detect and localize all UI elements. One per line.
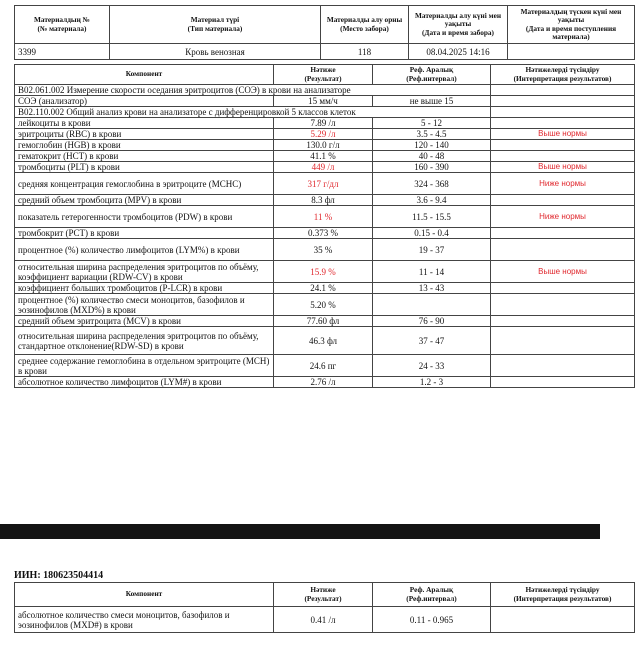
ref-interval: 40 - 48 <box>373 151 491 162</box>
result-value: 77.60 фл <box>274 316 373 327</box>
interpretation-note: Ниже нормы <box>491 173 635 195</box>
result-value: 0.373 % <box>274 228 373 239</box>
ref-interval: 3.6 - 9.4 <box>373 195 491 206</box>
interpretation-note <box>491 151 635 162</box>
result-value: 130.0 г/л <box>274 140 373 151</box>
ref-interval: 120 - 140 <box>373 140 491 151</box>
interpretation-note: Выше нормы <box>491 162 635 173</box>
ref-interval: 324 - 368 <box>373 173 491 195</box>
header-component: Компонент <box>15 583 274 607</box>
component-name: средний объем тромбоцита (MPV) в крови <box>15 195 274 206</box>
header-result: Нәтиже (Результат) <box>274 583 373 607</box>
component-name: СОЭ (анализатор) <box>15 96 274 107</box>
component-name: процентное (%) количество смеси моноцитов, базофилов и эозинофилов (MXD%) в крови <box>15 294 274 316</box>
component-name: средний объем эритроцита (MCV) в крови <box>15 316 274 327</box>
result-row <box>15 283 635 294</box>
ref-interval: 13 - 43 <box>373 283 491 294</box>
component-name: лейкоциты в крови <box>15 118 274 129</box>
interpretation-note <box>491 327 635 355</box>
header-collection-date: Материалды алу күні мен уақыты (Дата и время забора) <box>409 6 508 44</box>
patient-iin: ИИН: 180623504414 <box>14 570 104 581</box>
result-value: 0.41 /л <box>274 607 373 633</box>
interpretation-note: Выше нормы <box>491 261 635 283</box>
result-value: 317 г/дл <box>274 173 373 195</box>
collection-place: 118 <box>321 44 409 60</box>
component-name: процентное (%) количество лимфоцитов (LYM%) в крови <box>15 239 274 261</box>
interpretation-note <box>491 118 635 129</box>
result-row <box>15 195 635 206</box>
ref-interval: 160 - 390 <box>373 162 491 173</box>
ref-interval: 11.5 - 15.5 <box>373 206 491 228</box>
result-value: 24.6 пг <box>274 355 373 377</box>
result-row <box>15 607 635 633</box>
result-row <box>15 162 635 173</box>
result-row <box>15 129 635 140</box>
header-result: Нәтиже (Результат) <box>274 65 373 85</box>
results-header-row <box>15 583 635 607</box>
component-name: тромбоциты (PLT) в крови <box>15 162 274 173</box>
interpretation-note <box>491 607 635 633</box>
result-row <box>15 377 635 388</box>
result-row <box>15 118 635 129</box>
component-name: средняя концентрация гемоглобина в эритроците (MCHC) <box>15 173 274 195</box>
result-value: 5.29 /л <box>274 129 373 140</box>
result-value: 24.1 % <box>274 283 373 294</box>
result-row <box>15 239 635 261</box>
header-received-date: Материалдың түскен күні мен уақыты (Дата и время поступления материала) <box>508 6 635 44</box>
header-interpretation: Нәтижелерді түсіндіру (Интерпретация результатов) <box>491 65 635 85</box>
ref-interval: 0.11 - 0.965 <box>373 607 491 633</box>
component-name: коэффициент больших тромбоцитов (P-LCR) в крови <box>15 283 274 294</box>
result-row <box>15 151 635 162</box>
result-row <box>15 96 635 107</box>
result-row <box>15 316 635 327</box>
header-ref-interval: Реф. Аралық (Реф.интервал) <box>373 583 491 607</box>
result-row <box>15 206 635 228</box>
collection-date: 08.04.2025 14:16 <box>409 44 508 60</box>
component-name: относительная ширина распределения эритроцитов по объёму, стандартное отклонение(RDW-SD) в крови <box>15 327 274 355</box>
component-name: абсолютное количество смеси моноцитов, базофилов и эозинофилов (MXD#) в крови <box>15 607 274 633</box>
result-value: 11 % <box>274 206 373 228</box>
section-title: B02.061.002 Измерение скорости оседания эритроцитов (СОЭ) в крови на анализаторе <box>15 85 491 96</box>
interpretation-note <box>491 239 635 261</box>
result-row <box>15 228 635 239</box>
interpretation-note <box>491 377 635 388</box>
results-header-row <box>15 65 635 85</box>
ref-interval: 24 - 33 <box>373 355 491 377</box>
section-row <box>15 107 635 118</box>
interpretation-note <box>491 294 635 316</box>
header-interpretation: Нәтижелерді түсіндіру (Интерпретация результатов) <box>491 583 635 607</box>
result-row <box>15 261 635 283</box>
interpretation-note: Ниже нормы <box>491 206 635 228</box>
ref-interval <box>373 294 491 316</box>
results-body-page2 <box>15 607 635 633</box>
interpretation-note <box>491 195 635 206</box>
interpretation-cell <box>491 107 635 118</box>
result-value: 15 мм/ч <box>274 96 373 107</box>
component-name: показатель гетерогенности тромбоцитов (PDW) в крови <box>15 206 274 228</box>
section-title: B02.110.002 Общий анализ крови на анализаторе с дифференцировкой 5 классов клеток <box>15 107 491 118</box>
interpretation-cell <box>491 85 635 96</box>
interpretation-note <box>491 140 635 151</box>
interpretation-note <box>491 283 635 294</box>
interpretation-note: Выше нормы <box>491 129 635 140</box>
result-value: 8.3 фл <box>274 195 373 206</box>
result-row <box>15 294 635 316</box>
interpretation-note <box>491 355 635 377</box>
section-row <box>15 85 635 96</box>
material-number: 3399 <box>15 44 110 60</box>
ref-interval: 11 - 14 <box>373 261 491 283</box>
result-value: 46.3 фл <box>274 327 373 355</box>
header-collection-place: Материалды алу орны (Место забора) <box>321 6 409 44</box>
results-table-page2 <box>14 582 635 633</box>
interpretation-note <box>491 316 635 327</box>
material-type: Кровь венозная <box>110 44 321 60</box>
interpretation-note <box>491 96 635 107</box>
component-name: абсолютное количество лимфоцитов (LYM#) в крови <box>15 377 274 388</box>
received-date <box>508 44 635 60</box>
header-ref-interval: Реф. Аралық (Реф.интервал) <box>373 65 491 85</box>
ref-interval: 19 - 37 <box>373 239 491 261</box>
result-value: 7.89 /л <box>274 118 373 129</box>
result-row <box>15 140 635 151</box>
ref-interval: 76 - 90 <box>373 316 491 327</box>
material-table <box>14 5 635 60</box>
result-row <box>15 173 635 195</box>
ref-interval: 3.5 - 4.5 <box>373 129 491 140</box>
results-body <box>15 85 635 388</box>
ref-interval: 5 - 12 <box>373 118 491 129</box>
component-name: гемоглобин (HGB) в крови <box>15 140 274 151</box>
ref-interval: не выше 15 <box>373 96 491 107</box>
component-name: относительная ширина распределения эритроцитов по объёму, коэффициент вариации (RDW-CV) в крови <box>15 261 274 283</box>
result-value: 2.76 /л <box>274 377 373 388</box>
component-name: среднее содержание гемоглобина в отдельном эритроците (MCH) в крови <box>15 355 274 377</box>
interpretation-note <box>491 228 635 239</box>
header-material-number: Материалдың № (№ материала) <box>15 6 110 44</box>
ref-interval: 0.15 - 0.4 <box>373 228 491 239</box>
ref-interval: 37 - 47 <box>373 327 491 355</box>
result-value: 449 /л <box>274 162 373 173</box>
result-value: 15.9 % <box>274 261 373 283</box>
result-row <box>15 327 635 355</box>
results-table <box>14 64 635 388</box>
ref-interval: 1.2 - 3 <box>373 377 491 388</box>
result-row <box>15 355 635 377</box>
result-value: 5.20 % <box>274 294 373 316</box>
component-name: тромбокрит (PCT) в крови <box>15 228 274 239</box>
component-name: эритроциты (RBC) в крови <box>15 129 274 140</box>
result-value: 35 % <box>274 239 373 261</box>
page-separator <box>0 524 600 539</box>
component-name: гематокрит (HCT) в крови <box>15 151 274 162</box>
header-material-type: Материал түрі (Тип материала) <box>110 6 321 44</box>
result-value: 41.1 % <box>274 151 373 162</box>
header-component: Компонент <box>15 65 274 85</box>
